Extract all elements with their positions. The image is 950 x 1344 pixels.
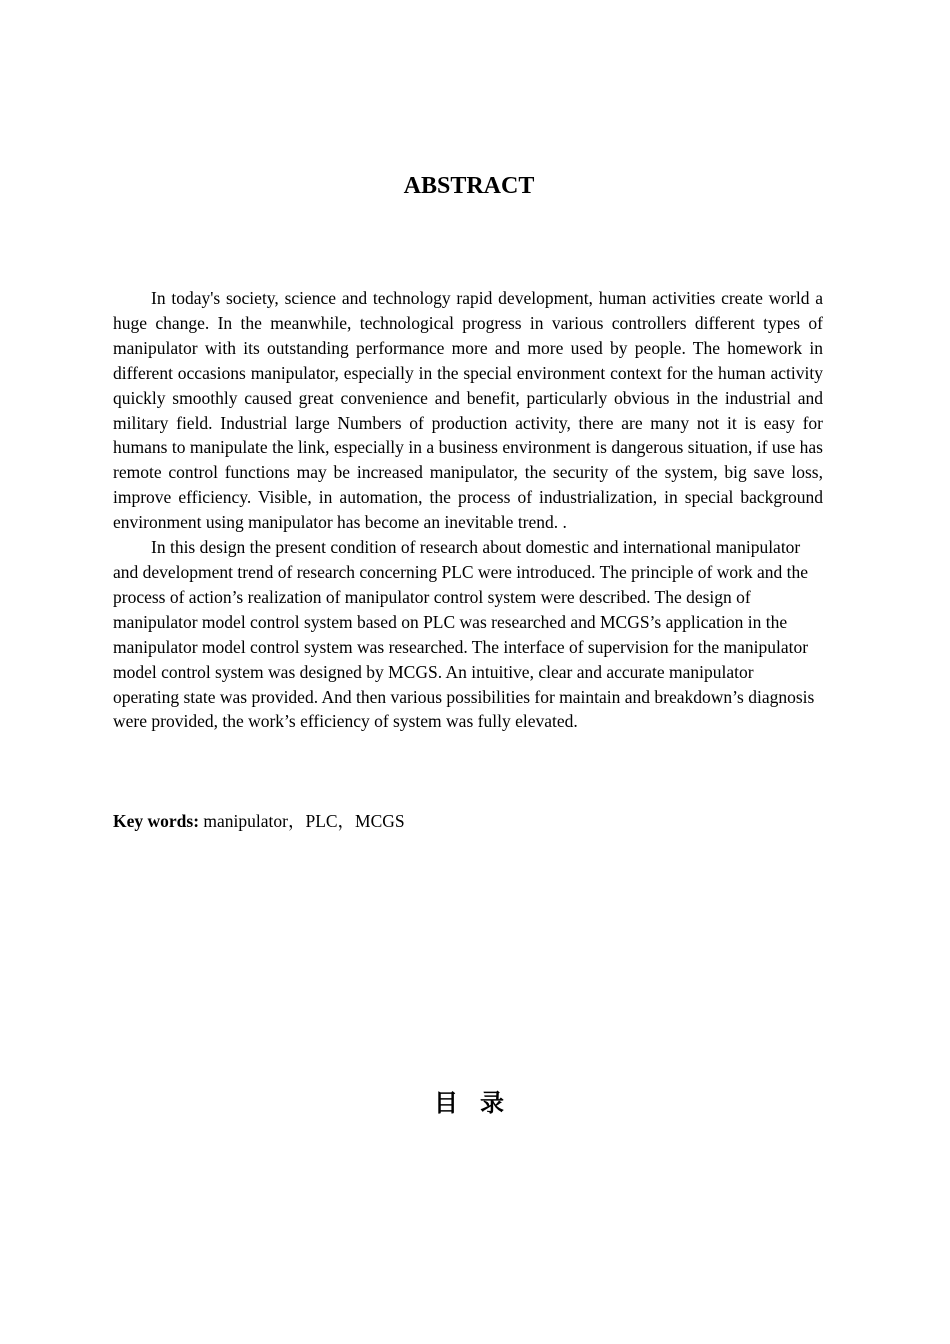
keywords-label: Key words: <box>113 811 200 831</box>
abstract-body <box>113 286 823 734</box>
abstract-paragraph-1: In today's society, science and technology rapid development, human activities create world a huge change. In the meanwhile, technological progress in various controllers different types of manipulator with its outstanding performance more and more used by people. The homework in different occasions manipulator, especially in the special environment context for the human activity quickly smoothly caused great convenience and benefit, particularly obvious in the industrial and military field. Industrial large Numbers of production activity, there are many not it is easy for humans to manipulate the link, especially in a business environment is dangerous situation, if use has remote control functions may be increased manipulator, the security of the system, big save loss, improve efficiency. Visible, in automation, the process of industrialization, in special background environment using manipulator has become an inevitable trend. . <box>113 288 823 533</box>
abstract-title: ABSTRACT <box>403 173 535 199</box>
keywords-line <box>113 809 405 834</box>
abstract-paragraph-2: In this design the present condition of research about domestic and international manipulator and development trend of research concerning PLC were introduced. The principle of work and the process of action’s realization of manipulator control system were described. The design of manipulator model control system based on PLC was researched and MCGS’s application in the manipulator model control system was researched. The interface of supervision for the manipulator model control system was designed by MCGS. An intuitive, clear and accurate manipulator operating state was provided. And then various possibilities for maintain and breakdown’s diagnosis were provided, the work’s efficiency of system was fully elevated. <box>113 537 815 732</box>
table-of-contents-title: 目录 <box>434 1089 526 1117</box>
keywords-value: manipulator，PLC，MCGS <box>199 811 405 831</box>
